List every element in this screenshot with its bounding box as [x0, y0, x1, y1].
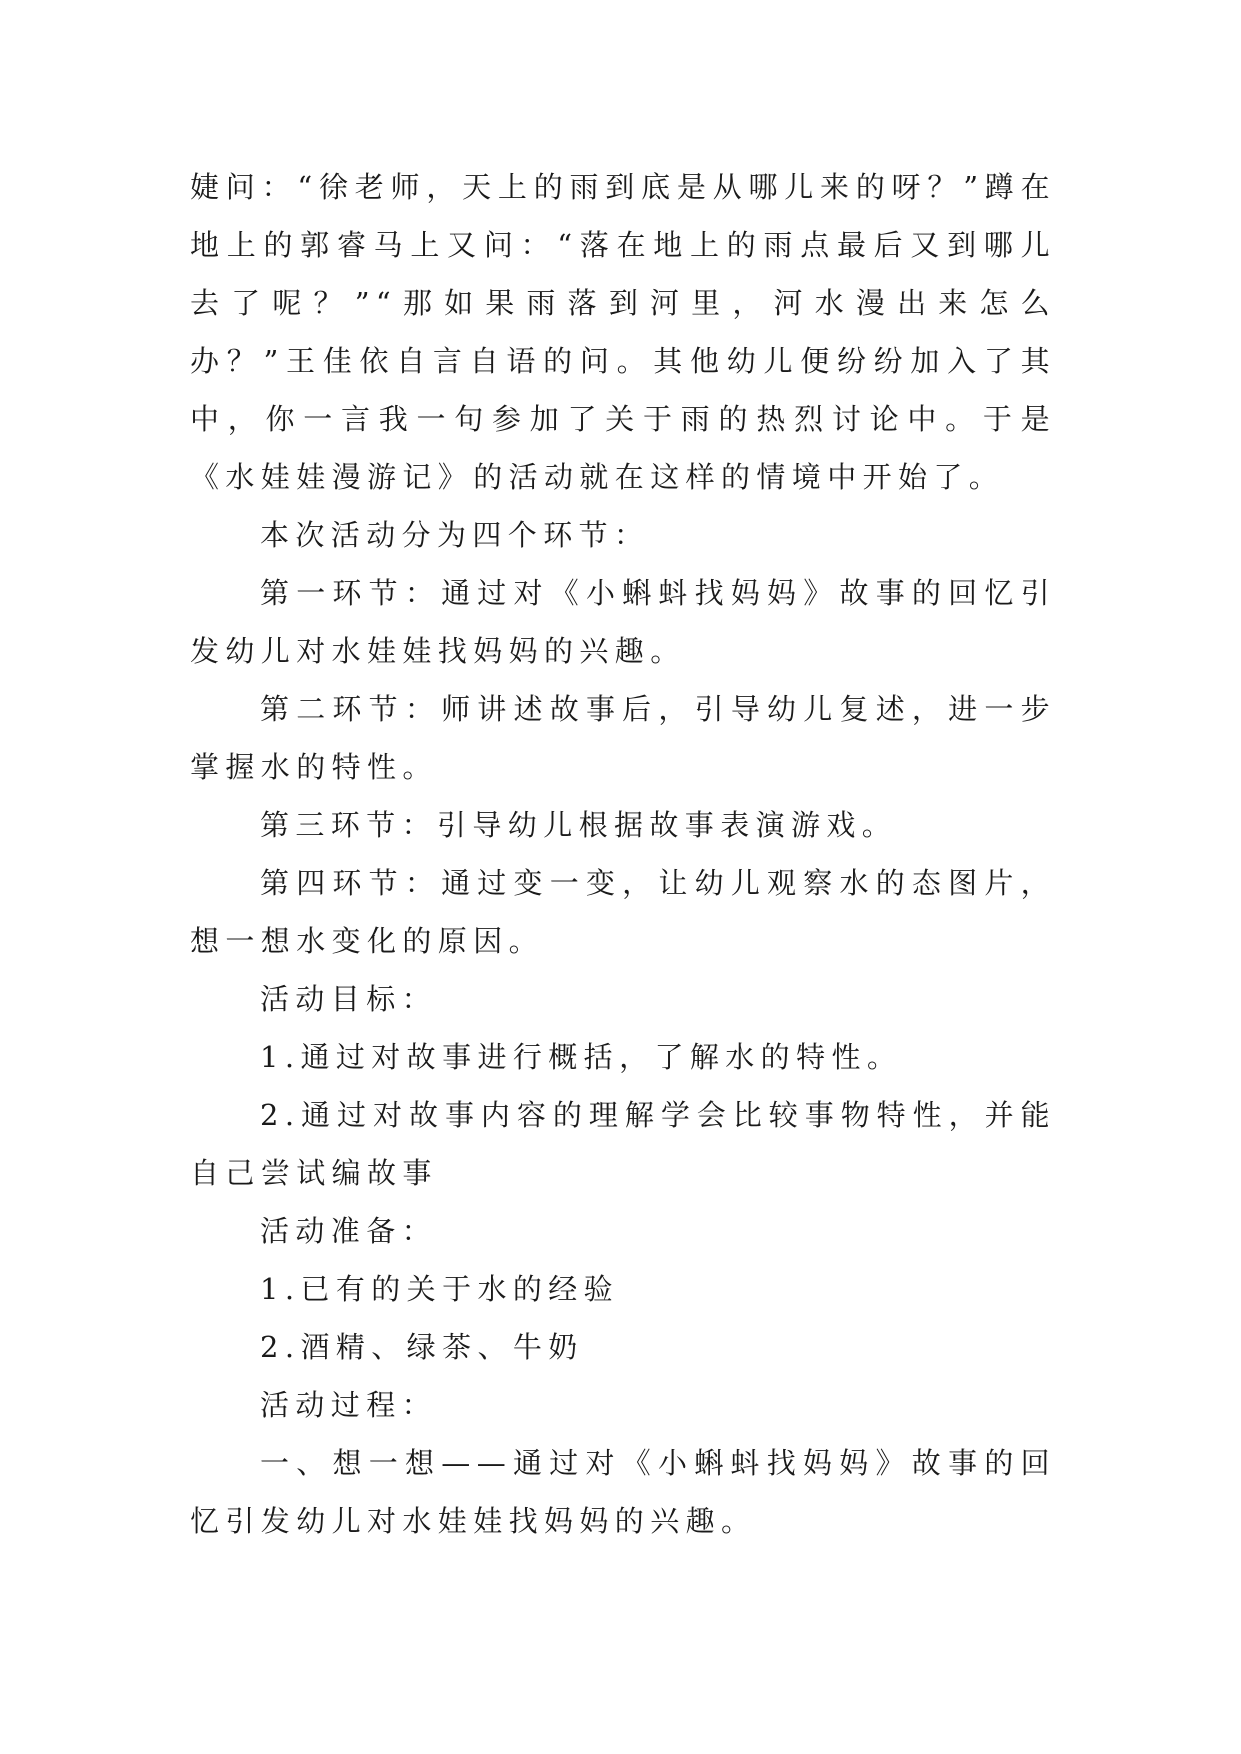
paragraph-story-opening: 婕问：“徐老师，天上的雨到底是从哪儿来的呀？”蹲在地上的郭睿马上又问：“落在地上的雨点最后又到哪儿去了呢？”“那如果雨落到河里，河水漫出来怎么办？”王佳依自言自语的问。其他幼儿便纷纷加入了其中，你一言我一句参加了关于雨的热烈讨论中。于是《水娃娃漫游记》的活动就在这样的情境中开始了。: [190, 170, 1056, 494]
preparation-item-1: 1.已有的关于水的经验: [260, 1272, 620, 1306]
paragraph-stage-two: 第二环节：师讲述故事后，引导幼儿复述，进一步掌握水的特性。: [190, 692, 1056, 784]
paragraph-activity-overview: 本次活动分为四个环节：: [260, 518, 650, 552]
paragraph-stage-one: 第一环节：通过对《小蝌蚪找妈妈》故事的回忆引发幼儿对水娃娃找妈妈的兴趣。: [190, 576, 1056, 668]
process-step-1: 一、想一想——通过对《小蝌蚪找妈妈》故事的回忆引发幼儿对水娃娃找妈妈的兴趣。: [190, 1446, 1056, 1538]
goal-item-1: 1.通过对故事进行概括，了解水的特性。: [260, 1040, 903, 1074]
preparation-item-2: 2.酒精、绿茶、牛奶: [260, 1330, 584, 1364]
goal-item-2: 2.通过对故事内容的理解学会比较事物特性，并能自己尝试编故事: [190, 1098, 1056, 1190]
heading-activity-goals: 活动目标：: [260, 982, 438, 1016]
paragraph-stage-three: 第三环节：引导幼儿根据故事表演游戏。: [260, 808, 898, 842]
paragraph-stage-four: 第四环节：通过变一变，让幼儿观察水的态图片，想一想水变化的原因。: [190, 866, 1056, 958]
heading-activity-preparation: 活动准备：: [260, 1214, 438, 1248]
document-page: [190, 158, 1056, 1550]
heading-activity-process: 活动过程：: [260, 1388, 438, 1422]
